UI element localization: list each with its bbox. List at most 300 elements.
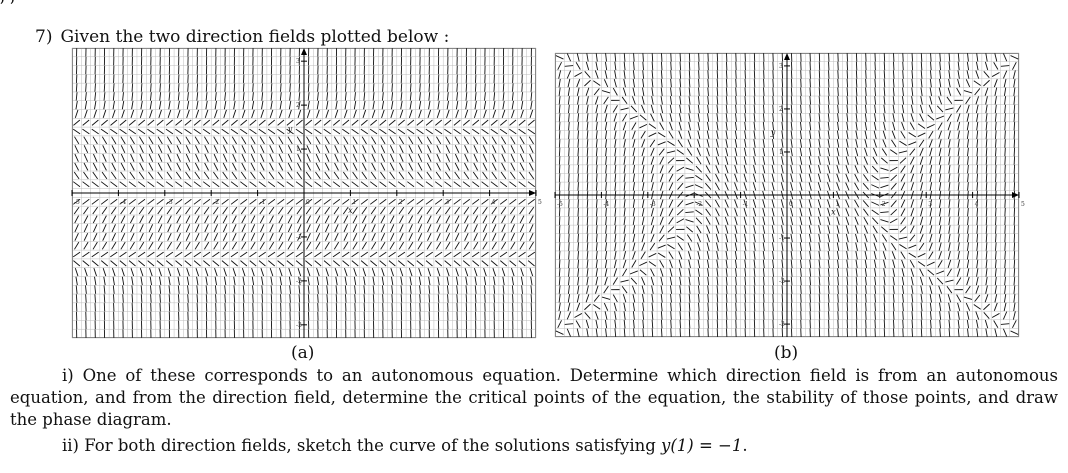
- slope-segment: [1005, 122, 1006, 130]
- slope-segment: [157, 120, 163, 125]
- slope-segment: [103, 233, 107, 241]
- slope-segment: [277, 182, 284, 187]
- slope-segment: [677, 236, 684, 241]
- slope-segment: [744, 165, 746, 173]
- slope-segment: [866, 79, 867, 87]
- slope-segment: [903, 294, 904, 302]
- slope-segment: [241, 207, 246, 214]
- slope-segment: [308, 83, 309, 91]
- slope-segment: [121, 145, 125, 153]
- slope-segment: [865, 260, 866, 268]
- slope-segment: [873, 234, 876, 242]
- slope-segment: [920, 277, 922, 285]
- slope-segment: [846, 234, 848, 242]
- slope-segment: [745, 260, 746, 268]
- slope-segment: [847, 251, 848, 259]
- slope-segment: [185, 199, 192, 204]
- slope-segment: [828, 217, 830, 225]
- slope-segment: [271, 277, 272, 285]
- slope-segment: [772, 208, 774, 216]
- slope-segment: [707, 139, 709, 147]
- slope-segment: [605, 113, 607, 121]
- slope-segment: [773, 285, 774, 293]
- slope-segment: [791, 294, 792, 302]
- slope-segment: [204, 137, 208, 144]
- slope-segment: [501, 172, 506, 179]
- slope-segment: [652, 320, 653, 328]
- slope-segment: [290, 83, 291, 91]
- slope-segment: [781, 200, 783, 208]
- slope-segment: [745, 122, 746, 130]
- slope-segment: [995, 88, 997, 96]
- slope-segment: [520, 154, 524, 162]
- slope-segment: [929, 277, 932, 285]
- slope-segment: [893, 268, 895, 276]
- slope-segment: [967, 251, 968, 259]
- slope-segment: [967, 148, 968, 156]
- slope-segment: [865, 105, 866, 113]
- slope-segment: [736, 105, 737, 113]
- slope-segment: [695, 210, 702, 215]
- slope-segment: [510, 120, 516, 125]
- slope-segment: [420, 92, 421, 100]
- slope-segment: [206, 92, 207, 100]
- slope-segment: [689, 113, 690, 121]
- slope-segment: [930, 148, 932, 156]
- slope-segment: [251, 163, 255, 170]
- slope-segment: [939, 286, 942, 294]
- slope-segment: [113, 83, 114, 91]
- slope-segment: [596, 139, 597, 147]
- slope-segment: [103, 145, 107, 153]
- slope-segment: [772, 182, 774, 190]
- slope-segment: [492, 145, 496, 153]
- slope-segment: [901, 217, 906, 224]
- slope-segment: [615, 53, 616, 61]
- slope-segment: [698, 277, 699, 285]
- slope-segment: [614, 114, 617, 122]
- slope-segment: [382, 92, 383, 100]
- slope-segment: [428, 154, 432, 162]
- slope-segment: [511, 224, 515, 232]
- slope-segment: [883, 139, 886, 147]
- slope-segment: [492, 233, 496, 241]
- slope-segment: [429, 92, 430, 100]
- slope-segment: [260, 137, 264, 144]
- slope-segment: [680, 62, 681, 70]
- slope-segment: [686, 185, 694, 188]
- slope-segment: [624, 199, 625, 207]
- slope-segment: [132, 277, 133, 285]
- slope-segment: [186, 233, 190, 241]
- slope-segment: [447, 285, 448, 293]
- slope-segment: [949, 165, 950, 173]
- slope-segment: [417, 252, 424, 257]
- slope-segment: [296, 199, 303, 204]
- slope-segment: [381, 145, 385, 153]
- slope-segment: [596, 113, 597, 121]
- slope-segment: [945, 108, 953, 110]
- slope-segment: [418, 163, 422, 170]
- slope-segment: [810, 88, 811, 96]
- slope-segment: [178, 92, 179, 100]
- slope-segment: [409, 163, 413, 170]
- slope-segment: [140, 110, 143, 118]
- slope-segment: [735, 260, 736, 268]
- slope-segment: [251, 233, 255, 241]
- slope-segment: [474, 216, 478, 223]
- slope-segment: [643, 79, 644, 87]
- slope-segment: [977, 139, 978, 147]
- slope-segment: [791, 268, 792, 276]
- slope-segment: [622, 114, 626, 121]
- slope-segment: [260, 207, 265, 214]
- slope-segment: [353, 207, 358, 214]
- slope-segment: [464, 242, 468, 249]
- slope-segment: [735, 148, 737, 156]
- slope-segment: [575, 72, 582, 76]
- slope-segment: [232, 207, 237, 214]
- slope-segment: [370, 129, 377, 134]
- slope-segment: [326, 110, 329, 118]
- slope-segment: [911, 277, 913, 285]
- slope-segment: [810, 242, 811, 250]
- slope-segment: [791, 139, 792, 147]
- slope-segment: [659, 235, 664, 242]
- slope-segment: [919, 140, 924, 147]
- slope-segment: [911, 174, 914, 182]
- slope-segment: [569, 242, 570, 250]
- slope-segment: [344, 233, 348, 241]
- slope-segment: [522, 294, 523, 302]
- slope-segment: [679, 113, 681, 121]
- slope-segment: [195, 163, 199, 170]
- slope-segment: [492, 242, 496, 249]
- slope-segment: [698, 294, 699, 302]
- slope-segment: [559, 131, 560, 139]
- slope-segment: [872, 210, 879, 215]
- slope-segment: [801, 105, 802, 113]
- slope-segment: [559, 96, 560, 104]
- slope-segment: [166, 129, 173, 134]
- slope-segment: [958, 156, 959, 164]
- slope-segment: [129, 182, 136, 187]
- slope-segment: [83, 172, 88, 179]
- slope-segment: [975, 295, 980, 302]
- slope-segment: [640, 270, 646, 275]
- slope-segment: [398, 129, 405, 134]
- slope-segment: [335, 163, 339, 170]
- y-tick-label: 3: [779, 62, 783, 70]
- slope-segment: [578, 268, 579, 276]
- slope-segment: [520, 172, 525, 179]
- slope-segment: [698, 105, 699, 113]
- slope-segment: [949, 225, 950, 233]
- slope-segment: [483, 216, 487, 223]
- slope-segment: [1014, 285, 1015, 293]
- slope-segment: [185, 129, 192, 134]
- slope-segment: [800, 234, 801, 242]
- slope-segment: [197, 92, 198, 100]
- slope-segment: [856, 139, 858, 147]
- slope-segment: [882, 235, 887, 242]
- slope-segment: [643, 70, 644, 78]
- slope-segment: [103, 268, 106, 276]
- slope-segment: [520, 145, 524, 153]
- slope-segment: [929, 131, 933, 138]
- slope-segment: [754, 96, 755, 104]
- slope-segment: [520, 163, 524, 170]
- slope-segment: [772, 165, 774, 173]
- slope-segment: [578, 131, 579, 139]
- slope-segment: [520, 233, 524, 241]
- slope-segment: [380, 182, 387, 187]
- slope-segment: [92, 129, 99, 134]
- slope-segment: [810, 131, 811, 139]
- slope-segment: [148, 120, 154, 125]
- slope-segment: [782, 242, 783, 250]
- slope-segment: [660, 182, 663, 190]
- slope-segment: [325, 172, 330, 179]
- slope-segment: [123, 92, 124, 100]
- slope-segment: [483, 137, 487, 144]
- slope-segment: [986, 139, 987, 147]
- slope-segment: [716, 225, 719, 233]
- slope-segment: [361, 252, 368, 257]
- slope-segment: [559, 268, 560, 276]
- slope-segment: [101, 252, 108, 257]
- slope-segment: [157, 129, 164, 134]
- slope-segment: [939, 174, 940, 182]
- slope-segment: [335, 110, 338, 118]
- slope-segment: [511, 110, 514, 118]
- slope-segment: [947, 97, 952, 104]
- slope-segment: [242, 110, 245, 118]
- slope-segment: [435, 252, 442, 257]
- slope-segment: [921, 62, 922, 70]
- slope-segment: [677, 219, 684, 223]
- slope-segment: [407, 252, 414, 257]
- slope-segment: [130, 207, 135, 214]
- slope-segment: [84, 242, 88, 249]
- slope-segment: [94, 268, 97, 276]
- slope-segment: [772, 139, 773, 147]
- slope-segment: [940, 70, 941, 78]
- slope-segment: [84, 163, 88, 170]
- slope-segment: [939, 96, 942, 104]
- slope-segment: [448, 294, 449, 302]
- slope-segment: [726, 225, 728, 233]
- slope-segment: [501, 137, 505, 144]
- slope-segment: [856, 303, 857, 311]
- slope-segment: [689, 88, 690, 96]
- slope-segment: [763, 234, 764, 242]
- slope-segment: [679, 122, 681, 130]
- slope-segment: [595, 96, 598, 104]
- slope-segment: [242, 163, 246, 170]
- slope-segment: [473, 172, 478, 179]
- slope-segment: [169, 101, 170, 109]
- slope-segment: [408, 261, 414, 266]
- slope-segment: [409, 137, 413, 144]
- slope-segment: [503, 285, 504, 293]
- slope-segment: [912, 53, 913, 61]
- slope-segment: [800, 242, 801, 250]
- slope-segment: [735, 122, 736, 130]
- slope-segment: [977, 131, 978, 139]
- slope-segment: [800, 174, 802, 182]
- slope-segment: [288, 216, 292, 223]
- slope-segment: [206, 294, 207, 302]
- slope-segment: [903, 320, 904, 328]
- slope-segment: [578, 139, 579, 147]
- slope-segment: [578, 234, 579, 242]
- slope-segment: [437, 110, 440, 118]
- slope-segment: [837, 165, 839, 173]
- slope-segment: [891, 183, 896, 189]
- slope-segment: [465, 154, 469, 162]
- slope-segment: [866, 294, 867, 302]
- slope-segment: [642, 225, 644, 233]
- slope-segment: [252, 101, 253, 109]
- slope-segment: [846, 217, 849, 225]
- slope-segment: [782, 113, 783, 121]
- slope-segment: [101, 120, 107, 125]
- slope-segment: [203, 199, 210, 204]
- slope-segment: [772, 156, 774, 164]
- y-tick-label: 1: [296, 146, 300, 154]
- slope-segment: [667, 237, 675, 239]
- slope-segment: [957, 114, 960, 122]
- slope-segment: [791, 208, 793, 216]
- slope-segment: [483, 145, 487, 153]
- slope-segment: [939, 139, 941, 147]
- slope-segment: [409, 216, 413, 223]
- slope-segment: [726, 105, 727, 113]
- slope-segment: [306, 242, 310, 249]
- slope-segment: [205, 224, 209, 232]
- slope-segment: [307, 110, 310, 118]
- slope-segment: [967, 260, 968, 268]
- slope-segment: [288, 172, 293, 179]
- slope-segment: [596, 268, 597, 276]
- slope-segment: [336, 294, 337, 302]
- slope-segment: [353, 172, 358, 179]
- slope-segment: [945, 280, 953, 282]
- slope-segment: [864, 217, 868, 224]
- slope-segment: [985, 88, 988, 96]
- slope-segment: [575, 313, 582, 317]
- slope-segment: [381, 216, 385, 223]
- slope-segment: [417, 182, 424, 187]
- slope-segment: [670, 105, 671, 113]
- slope-segment: [847, 260, 848, 268]
- slope-segment: [986, 217, 987, 225]
- slope-segment: [866, 311, 867, 319]
- slope-segment: [500, 120, 506, 125]
- slope-segment: [782, 96, 783, 104]
- slope-segment: [568, 96, 569, 104]
- slope-segment: [872, 175, 879, 180]
- slope-segment: [884, 79, 885, 87]
- slope-segment: [623, 122, 626, 130]
- slope-segment: [482, 199, 489, 204]
- slope-segment: [606, 242, 607, 250]
- slope-segment: [661, 277, 663, 285]
- slope-segment: [103, 163, 107, 170]
- slope-segment: [277, 199, 284, 204]
- slope-segment: [428, 224, 432, 232]
- slope-segment: [891, 175, 897, 181]
- slope-segment: [177, 268, 180, 276]
- slope-segment: [129, 120, 135, 125]
- slope-segment: [791, 165, 793, 173]
- slope-segment: [745, 79, 746, 87]
- slope-segment: [736, 285, 737, 293]
- slope-segment: [435, 182, 442, 187]
- slope-segment: [995, 277, 996, 285]
- slope-segment: [94, 101, 95, 109]
- slope-segment: [214, 145, 218, 153]
- slope-segment: [296, 182, 303, 187]
- slope-segment: [828, 208, 830, 216]
- slope-segment: [578, 113, 579, 121]
- slope-segment: [76, 101, 77, 109]
- slope-segment: [819, 139, 820, 147]
- slope-segment: [660, 157, 664, 164]
- slope-segment: [910, 122, 914, 129]
- slope-segment: [437, 154, 441, 162]
- slope-segment: [121, 154, 125, 162]
- slope-segment: [726, 251, 727, 259]
- slope-segment: [435, 261, 441, 266]
- slope-segment: [491, 129, 498, 134]
- slope-segment: [977, 174, 978, 182]
- slope-segment: [615, 208, 616, 216]
- slope-segment: [212, 252, 219, 257]
- slope-segment: [624, 156, 625, 164]
- slope-segment: [764, 303, 765, 311]
- slope-segment: [958, 260, 960, 268]
- slope-segment: [222, 199, 229, 204]
- slope-segment: [85, 101, 86, 109]
- slope-segment: [175, 129, 182, 134]
- slope-segment: [930, 96, 932, 104]
- slope-segment: [314, 129, 321, 134]
- slope-segment: [764, 88, 765, 96]
- slope-segment: [290, 285, 291, 293]
- slope-segment: [511, 145, 515, 153]
- slope-segment: [297, 207, 302, 214]
- slope-segment: [75, 145, 79, 153]
- slope-segment: [697, 148, 700, 156]
- slope-segment: [667, 151, 675, 153]
- slope-segment: [930, 303, 931, 311]
- slope-segment: [948, 260, 951, 268]
- slope-segment: [658, 245, 666, 248]
- slope-segment: [224, 268, 227, 276]
- slope-segment: [120, 120, 126, 125]
- slope-segment: [223, 216, 227, 223]
- slope-segment: [519, 120, 525, 125]
- slope-segment: [83, 207, 88, 214]
- slope-segment: [577, 79, 580, 87]
- slope-segment: [838, 303, 839, 311]
- slope-segment: [355, 294, 356, 302]
- slope-segment: [744, 182, 747, 190]
- slope-segment: [927, 262, 935, 266]
- slope-segment: [103, 224, 107, 232]
